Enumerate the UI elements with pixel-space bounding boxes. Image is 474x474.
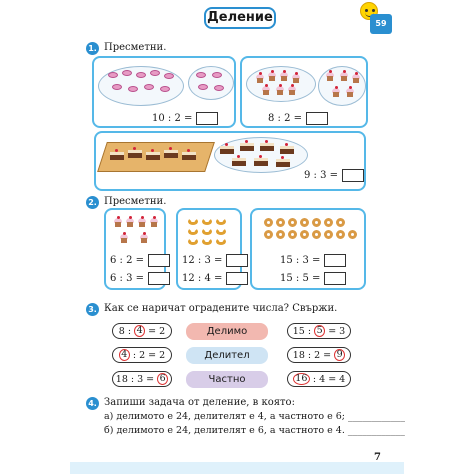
expression-left-1[interactable]: 8 : 4 = 2 xyxy=(112,323,172,339)
label-chastno[interactable]: Частно xyxy=(186,371,268,388)
section-3-number: 3. xyxy=(86,303,99,316)
circled-number: 4 xyxy=(134,325,145,337)
answer-box[interactable] xyxy=(306,112,328,125)
circled-number: 4 xyxy=(119,349,130,361)
expression-right-1[interactable]: 15 : 5 = 3 xyxy=(287,323,351,339)
croissant-icon xyxy=(216,218,226,225)
cupcake-icon xyxy=(120,234,128,243)
section-4-number: 4. xyxy=(86,397,99,410)
cupcake-icon xyxy=(332,88,340,97)
donut-icon xyxy=(324,218,333,227)
circled-number: 9 xyxy=(334,349,345,361)
answer-box[interactable] xyxy=(226,254,248,267)
label-delitel[interactable]: Делител xyxy=(186,347,268,364)
cupcake-icon xyxy=(256,74,264,83)
cake-icon xyxy=(276,159,290,167)
croissant-icon xyxy=(202,218,212,225)
equation-2f: 15 : 5 = xyxy=(280,272,346,285)
equation-2b: 6 : 3 = xyxy=(110,272,170,285)
cupcake-icon xyxy=(280,72,288,81)
croissant-icon xyxy=(188,218,198,225)
donut-icon xyxy=(288,230,297,239)
circled-number: 6 xyxy=(157,373,168,385)
cupcake-icon xyxy=(346,88,354,97)
bottom-strip xyxy=(70,462,404,474)
equation-1c: 9 : 3 = xyxy=(304,169,364,182)
page-number: 7 xyxy=(374,452,381,463)
expression-right-2[interactable]: 18 : 2 = 9 xyxy=(287,347,351,363)
candy-icon xyxy=(164,73,174,79)
cupcake-icon xyxy=(268,72,276,81)
cupcake-icon xyxy=(140,234,148,243)
answer-box[interactable] xyxy=(226,272,248,285)
cupcakes-card xyxy=(240,56,368,128)
expression-right-3[interactable]: 16 : 4 = 4 xyxy=(287,371,351,387)
task-line-a[interactable]: а) делимото е 24, делителят е 4, а частното е 6; ____________ xyxy=(104,411,406,422)
cupcake-icon xyxy=(326,72,334,81)
candy-icon xyxy=(150,70,160,76)
donut-icon xyxy=(276,230,285,239)
answer-box[interactable] xyxy=(148,272,170,285)
donut-icon xyxy=(324,230,333,239)
candy-icon xyxy=(112,84,122,90)
candy-icon xyxy=(198,84,208,90)
cupcake-icon xyxy=(150,218,158,227)
donut-icon xyxy=(288,218,297,227)
equation-2c: 12 : 3 = xyxy=(182,254,248,267)
candy-icon xyxy=(108,72,118,78)
cupcake-icon xyxy=(352,74,360,83)
donut-icon xyxy=(348,230,357,239)
cake-icon xyxy=(254,158,268,166)
cupcakes-division-card xyxy=(104,208,166,290)
donut-icon xyxy=(336,218,345,227)
donut-icon xyxy=(300,230,309,239)
cupcake-icon xyxy=(276,86,284,95)
candy-icon xyxy=(214,85,224,91)
candy-icon xyxy=(136,72,146,78)
label-delimo[interactable]: Делимо xyxy=(186,323,268,340)
section-4-instruction: Запиши задача от деление, в която: xyxy=(104,397,295,408)
plate-icon xyxy=(188,66,234,100)
section-2-number: 2. xyxy=(86,196,99,209)
page-title: Деление xyxy=(204,7,276,29)
equation-2a: 6 : 2 = xyxy=(110,254,170,267)
cake-icon xyxy=(146,152,160,160)
candy-icon xyxy=(160,86,170,92)
expression-left-2[interactable]: 4 : 2 = 2 xyxy=(112,347,172,363)
candy-icon xyxy=(122,70,132,76)
croissant-icon xyxy=(188,238,198,245)
section-3-instruction: Как се наричат оградените числа? Свържи. xyxy=(104,303,338,314)
donut-icon xyxy=(300,218,309,227)
donut-icon xyxy=(264,218,273,227)
circled-number: 5 xyxy=(314,325,325,337)
expression-left-3[interactable]: 18 : 3 = 6 xyxy=(112,371,172,387)
donut-icon xyxy=(312,218,321,227)
cake-icon xyxy=(220,146,234,154)
cake-icon xyxy=(280,146,294,154)
cupcake-icon xyxy=(126,218,134,227)
equation-2d: 12 : 4 = xyxy=(182,272,248,285)
circled-number: 16 xyxy=(293,373,310,385)
cake-icon xyxy=(110,152,124,160)
croissant-icon xyxy=(188,228,198,235)
croissants-division-card xyxy=(176,208,242,290)
donuts-division-card xyxy=(250,208,366,290)
croissant-icon xyxy=(202,228,212,235)
answer-box[interactable] xyxy=(342,169,364,182)
croissant-icon xyxy=(202,238,212,245)
cake-icon xyxy=(128,150,142,158)
cupcake-icon xyxy=(262,86,270,95)
cake-icon xyxy=(240,143,254,151)
croissant-icon xyxy=(216,228,226,235)
candy-icon xyxy=(196,72,206,78)
answer-box[interactable] xyxy=(324,254,346,267)
cake-icon xyxy=(260,143,274,151)
cupcake-icon xyxy=(292,74,300,83)
section-2-instruction: Пресметни. xyxy=(104,196,167,207)
cake-icon xyxy=(164,150,178,158)
page-badge: 59 xyxy=(370,14,392,34)
task-line-b[interactable]: б) делимото е 24, делителят е 6, а частното е 4. ____________ xyxy=(104,425,405,436)
croissant-icon xyxy=(216,238,226,245)
donut-icon xyxy=(336,230,345,239)
cupcake-icon xyxy=(340,72,348,81)
section-1-instruction: Пресметни. xyxy=(104,42,167,53)
equation-1a: 10 : 2 = xyxy=(152,112,218,125)
candy-icon xyxy=(144,84,154,90)
donut-icon xyxy=(276,218,285,227)
cake-icon xyxy=(232,158,246,166)
section-1-number: 1. xyxy=(86,42,99,55)
donut-icon xyxy=(264,230,273,239)
equation-1b: 8 : 2 = xyxy=(268,112,328,125)
answer-box[interactable] xyxy=(324,272,346,285)
donut-icon xyxy=(312,230,321,239)
answer-box[interactable] xyxy=(148,254,170,267)
answer-box[interactable] xyxy=(196,112,218,125)
candies-card xyxy=(92,56,236,128)
cupcake-icon xyxy=(288,86,296,95)
equation-2e: 15 : 3 = xyxy=(280,254,346,267)
cupcake-icon xyxy=(114,218,122,227)
candy-icon xyxy=(128,86,138,92)
candy-icon xyxy=(212,72,222,78)
cake-icon xyxy=(182,152,196,160)
cupcake-icon xyxy=(138,218,146,227)
